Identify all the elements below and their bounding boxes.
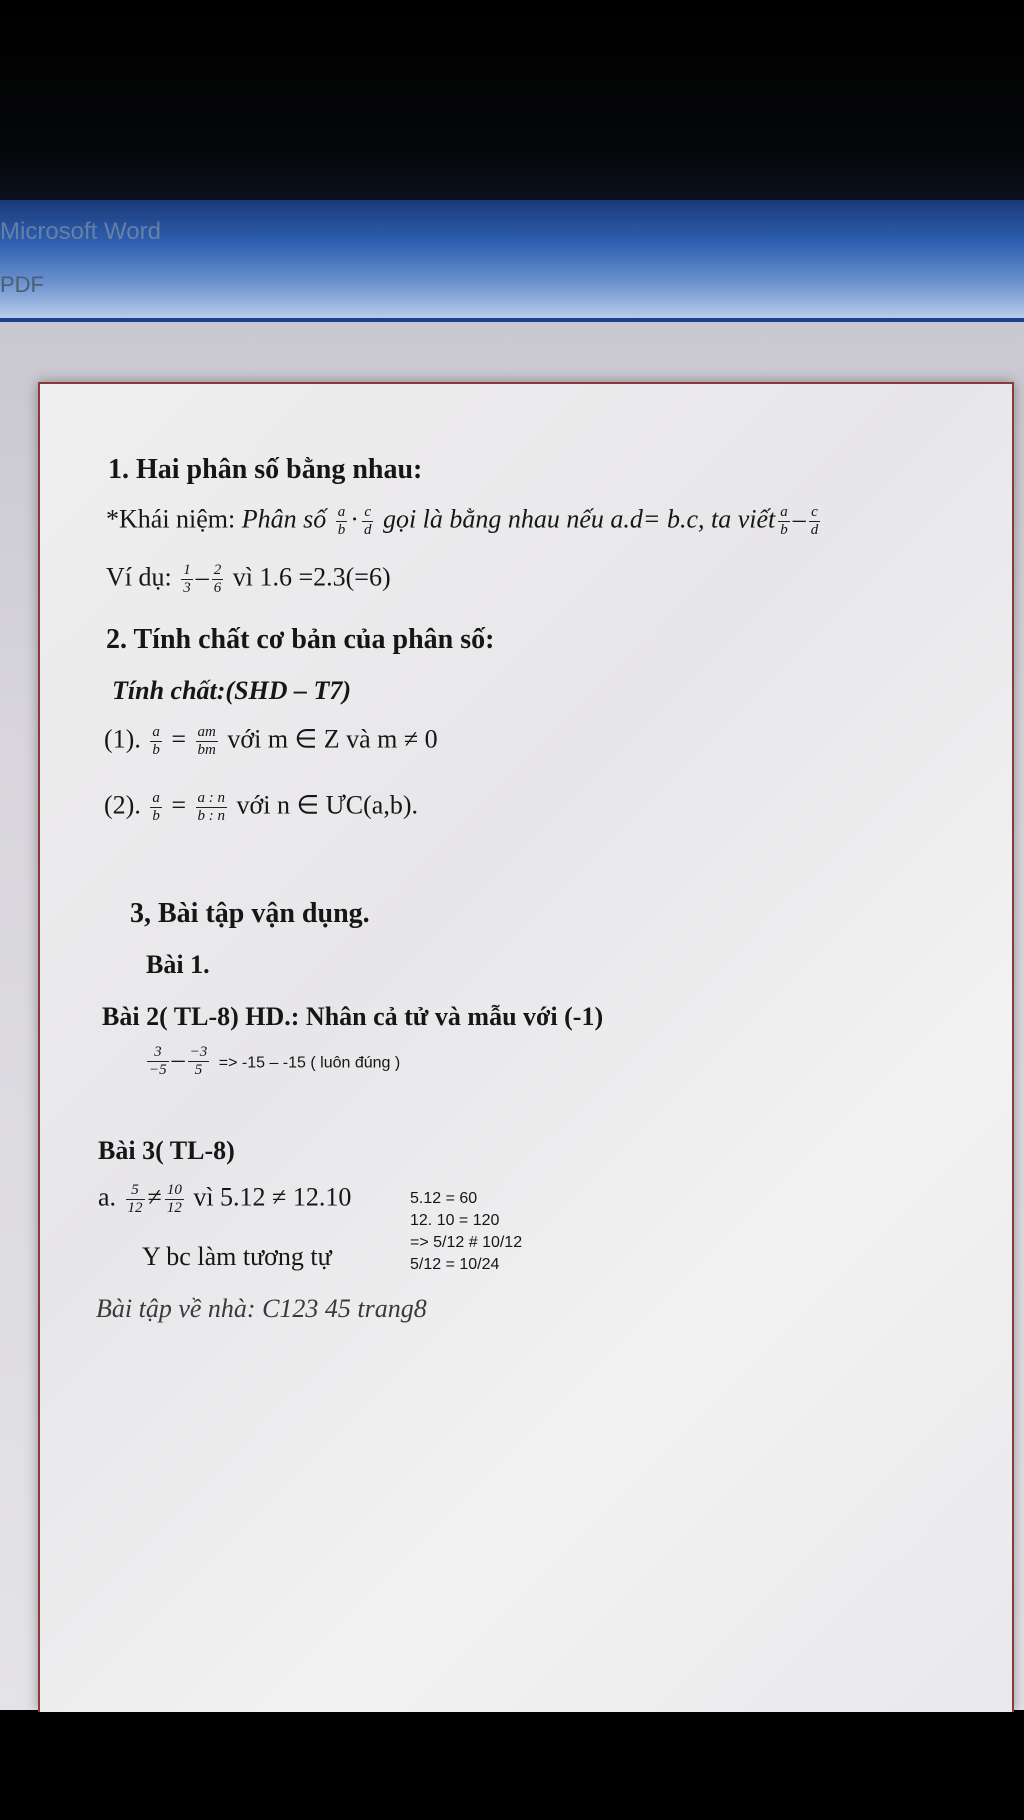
fraction-c-d: $\frac{c}{d}$ [363,504,372,538]
section-3-title: 3, Bài tập vận dụng. [130,898,370,929]
window-title: Microsoft Word [0,218,161,245]
bai-3-a: a. $\frac{5}{12}$ ≠ $\frac{10}{12}$ vì 5.12 ≠ 12.10 [98,1182,352,1216]
fraction-am-bm: $\frac{am}{bm}$ [197,724,216,758]
fraction-1-3: $\frac{1}{3}$ [183,562,191,596]
example-label: Ví dụ: [106,562,172,592]
fraction-10-12: $\frac{10}{12}$ [166,1182,182,1216]
note-line-2: 12. 10 = 120 [410,1212,500,1229]
property-2: (2). $\frac{a}{b}$ = $\frac{a : n}{b : n}$ với n ∈ ƯC(a,b). [104,790,418,824]
fraction-2-6: $\frac{2}{6}$ [213,562,222,596]
similar-text: Y bc làm tương tự [142,1242,332,1271]
bai-2-note: => -15 – -15 ( luôn đúng ) [218,1054,401,1072]
section-2-title: 2. Tính chất cơ bản của phân số: [106,624,495,655]
concept-line: *Khái niệm: Phân số $\frac{a}{b}$ · $\frac{c}{d}$ gọi là bằng nhau nếu a.d= b.c, ta viết $\frac{a}{b}$ – $\frac{c}{d}$ [106,504,819,538]
fraction-a-b-p2: $\frac{a}{b}$ [152,790,160,824]
property-2-label: (2). [104,790,141,820]
property-1: (1). $\frac{a}{b}$ = $\frac{am}{bm}$ với m ∈ Z và m ≠ 0 [104,724,438,758]
example-line: Ví dụ: $\frac{1}{3}$ – $\frac{2}{6}$ vì 1.6 =2.3(=6) [106,562,391,596]
property-2-text: với n ∈ ƯC(a,b). [236,790,418,820]
fraction-minus3-5: $\frac{-3}{5}$ [189,1044,208,1078]
fraction-a-b: $\frac{a}{b}$ [337,504,346,538]
property-1-label: (1). [104,724,141,754]
bai-3-a-label: a. [98,1182,117,1212]
property-1-text: với m ∈ Z và m ≠ 0 [227,724,438,754]
note-line-4: 5/12 = 10/24 [410,1256,500,1273]
fraction-an-bn: $\frac{a : n}{b : n}$ [197,790,225,824]
fraction-a-b-p1: $\frac{a}{b}$ [152,724,160,758]
fraction-3-minus5: $\frac{3}{-5}$ [149,1044,167,1078]
note-line-3: => 5/12 # 10/12 [410,1234,523,1251]
concept-label: *Khái niệm: [106,504,236,534]
property-label: Tính chất:(SHD – T7) [112,676,352,705]
concept-text-2: gọi là bằng nhau nếu a.d= b.c, ta viết [382,504,776,534]
document-page [38,382,1014,1712]
example-text: vì 1.6 =2.3(=6) [232,562,391,592]
fraction-5-12: $\frac{5}{12}$ [127,1182,143,1216]
note-line-1: 5.12 = 60 [410,1190,478,1207]
concept-text-1: Phân số [241,504,327,534]
homework-text: Bài tập về nhà: C123 45 trang8 [96,1294,427,1323]
bai-2-title: Bài 2( TL-8) HD.: Nhân cả tử và mẫu với (-1) [102,1002,604,1031]
bottom-black-region [0,1710,1024,1820]
bai-3-title: Bài 3( TL-8) [98,1136,235,1165]
bai-2-work: $\frac{3}{-5}$ – $\frac{-3}{5}$ => -15 – -15 ( luôn đúng ) [149,1044,401,1078]
top-black-region [0,0,1024,210]
section-1-title: 1. Hai phân số bằng nhau: [108,454,423,485]
fraction-c-d-2: $\frac{c}{d}$ [810,504,819,538]
pdf-tab[interactable]: PDF [0,272,44,297]
bai-3-a-text: vì 5.12 ≠ 12.10 [193,1182,352,1212]
bai-1: Bài 1. [146,950,210,979]
fraction-a-b-2: $\frac{a}{b}$ [780,504,788,538]
